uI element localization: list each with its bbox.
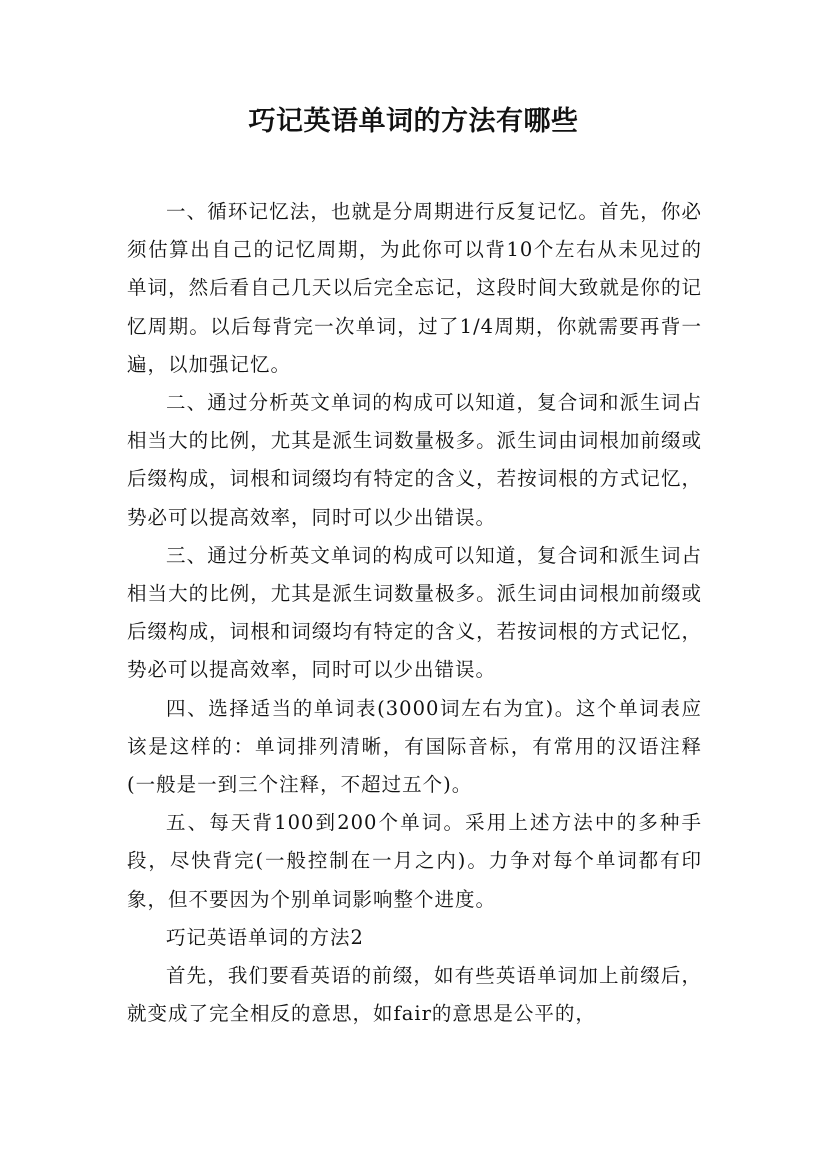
section-heading-method-2: 巧记英语单词的方法2 [166,925,364,949]
paragraph-method-2: 二、通过分析英文单词的构成可以知道，复合词和派生词占相当大的比例，尤其是派生词数量极多。派生词由词根加前缀或后缀构成，词根和词缀均有特定的含义，若按词根的方式记忆，势必可以提高效率，同时可以少出错误。 [127,391,702,529]
paragraph-method-5: 五、每天背100到200个单词。采用上述方法中的多种手段，尽快背完(一般控制在一月之内)。力争对每个单词都有印象，但不要因为个别单词影响整个进度。 [127,811,702,911]
document-title: 巧记英语单词的方法有哪些 [248,106,579,137]
paragraph-method-4: 四、选择适当的单词表(3000词左右为宜)。这个单词表应该是这样的：单词排列清晰，有国际音标，有常用的汉语注释(一般是一到三个注释，不超过五个)。 [127,696,702,797]
paragraph-method-1: 一、循环记忆法，也就是分周期进行反复记忆。首先，你必须估算出自己的记忆周期，为此你可以背10个左右从未见过的单词，然后看自己几天以后完全忘记，这段时间大致就是你的记忆周期。以后每背完一次单词，过了1/4周期，你就需要再背一遍，以加强记忆。 [127,200,702,376]
paragraph-prefix: 首先，我们要看英语的前缀，如有些英语单词加上前缀后，就变成了完全相反的意思，如fair的意思是公平的， [127,964,702,1026]
document-body [127,193,702,1033]
paragraph-method-3: 三、通过分析英文单词的构成可以知道，复合词和派生词占相当大的比例，尤其是派生词数量极多。派生词由词根加前缀或后缀构成，词根和词缀均有特定的含义，若按词根的方式记忆，势必可以提高效率，同时可以少出错误。 [127,543,702,682]
